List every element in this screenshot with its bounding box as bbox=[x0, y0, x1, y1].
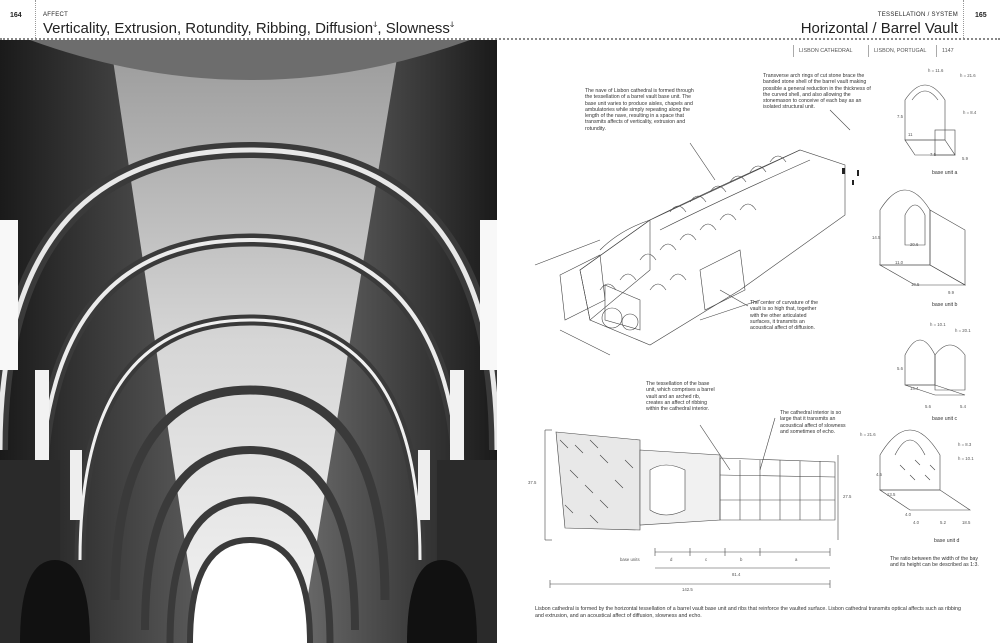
dim-b: 14.5 bbox=[872, 235, 881, 240]
left-title-main: Verticality, Extrusion, Rotundity, Ribbing, Diffusion bbox=[43, 20, 374, 37]
dim-b: 20.6 bbox=[910, 242, 919, 247]
dim-d: h = 8.3 bbox=[958, 442, 972, 447]
right-page-number: 165 bbox=[975, 12, 987, 19]
plan-base-units-label: base units bbox=[620, 557, 640, 562]
dim-d: 5.2 bbox=[940, 520, 946, 525]
tag-location: LISBON, PORTUGAL bbox=[868, 45, 931, 57]
dim-d: 4.0 bbox=[913, 520, 919, 525]
dim-a: 7.5 bbox=[930, 152, 936, 157]
plan-dim-left: 37.5 bbox=[528, 480, 537, 485]
dim-a: h = 21.6 bbox=[960, 73, 976, 78]
dim-b: 10.5 bbox=[911, 282, 920, 287]
right-kicker: TESSELLATION / SYSTEM bbox=[877, 12, 958, 18]
base-unit-a-label: base unit a bbox=[932, 170, 958, 176]
left-kicker: AFFECT bbox=[43, 12, 69, 18]
dim-d: 4.0 bbox=[905, 512, 911, 517]
dim-a: 11 bbox=[908, 132, 913, 137]
dim-a: 7.5 bbox=[897, 114, 903, 119]
base-unit-d-label: base unit d bbox=[934, 538, 960, 544]
dim-a: h = 11.6 bbox=[928, 68, 944, 73]
dim-d: h = 10.1 bbox=[958, 456, 974, 461]
plan-unit-c: c bbox=[705, 557, 708, 562]
dim-a: h = 8.4 bbox=[963, 110, 977, 115]
dim-b: 9.9 bbox=[948, 290, 954, 295]
affect-mark-icon: ↆ bbox=[373, 20, 378, 29]
left-page-number: 164 bbox=[10, 12, 22, 19]
dim-c: 5.6 bbox=[925, 404, 931, 409]
note-nave: The nave of Lisbon cathedral is formed through the tessellation of a barrel vault base unit. The base unit varies to produce aisles, chapels and ambulatories while simply repeating along the length of the nave, resulting in a space that transmits affects of verticality, extrusion and rotundity. bbox=[585, 88, 694, 132]
dim-a: 5.9 bbox=[962, 156, 968, 161]
plan-dim-right: 27.5 bbox=[843, 494, 852, 499]
dim-c: h = 20.1 bbox=[955, 328, 971, 333]
plan-unit-b: b bbox=[740, 557, 743, 562]
note-arch: Transverse arch rings of cut stone brace the banded stone shell of the barrel vault making possible a general reduction in the thickness of the curved shell, and also allowing the stonemason to conceive of each bay as an isolated structural unit. bbox=[763, 73, 871, 111]
note-tessellation: The tessellation of the base unit, which comprises a barrel vault and an arched rib, creates an affect of ribbing within the cathedral interior. bbox=[646, 381, 715, 413]
base-unit-b-label: base unit b bbox=[932, 302, 958, 308]
tag-year: 1147 bbox=[936, 45, 959, 57]
plan-unit-d: d bbox=[670, 557, 673, 562]
note-curvature: The center of curvature of the vault is so high that, together with the other articulated surfaces, it transmits an acoustical affect of diffusion. bbox=[750, 300, 819, 332]
dim-d: 13.5 bbox=[887, 492, 896, 497]
note-interior: The cathedral interior is so large that it transmits an acoustical affect of slowness and sometimes of echo. bbox=[780, 410, 846, 435]
dim-d: 4.5 bbox=[876, 472, 882, 477]
left-title-last: , Slowness bbox=[377, 20, 450, 37]
base-unit-c-label: base unit c bbox=[932, 416, 958, 422]
plan-dim-total: 142.5 bbox=[682, 587, 693, 592]
dim-c: h = 10.1 bbox=[930, 322, 946, 327]
note-ratio: The ratio between the width of the bay and its height can be described as 1:3. bbox=[890, 556, 979, 569]
right-title: Horizontal / Barrel Vault bbox=[800, 20, 958, 37]
dim-d: 18.5 bbox=[962, 520, 971, 525]
plan-unit-a: a bbox=[795, 557, 798, 562]
tag-building: LISBON CATHEDRAL bbox=[793, 45, 858, 57]
dim-c: 5.6 bbox=[897, 366, 903, 371]
page-caption: Lisbon cathedral is formed by the horizontal tessellation of a barrel vault base unit and ribs that reinforce the vaulted surface. Lisbon cathedral transmits optical affects such as ribbing and extrusion, and an acoustical affect of diffusion, slowness and echo. bbox=[535, 606, 961, 619]
dim-c: 5.4 bbox=[960, 404, 966, 409]
affect-mark-icon: ↆ bbox=[449, 20, 455, 29]
plan-dim-mid: 81.4 bbox=[732, 572, 741, 577]
dim-d: h = 21.6 bbox=[860, 432, 876, 437]
dim-c: 14.4 bbox=[910, 386, 919, 391]
dim-b: 11.0 bbox=[895, 260, 904, 265]
